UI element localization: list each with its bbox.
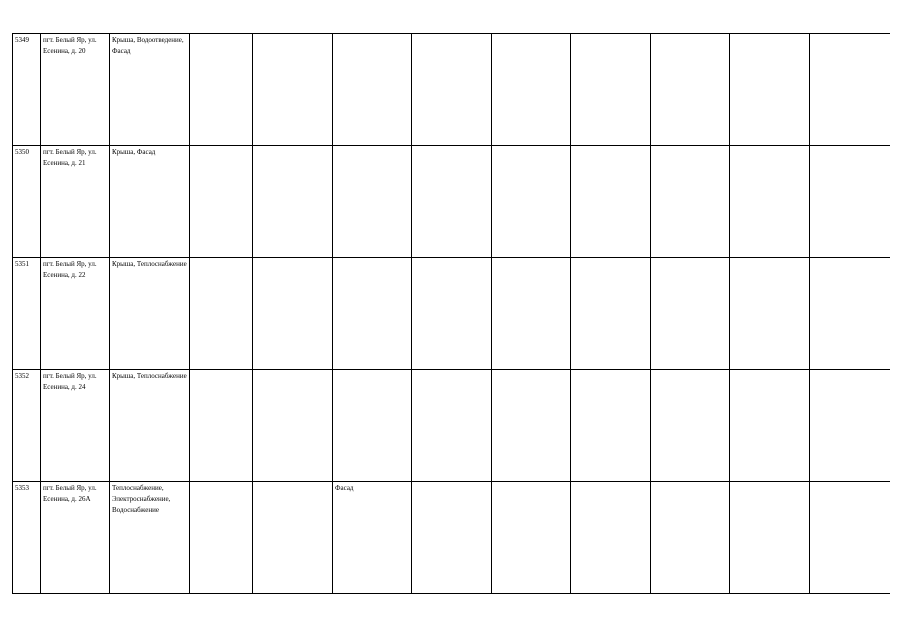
address-text: пгт. Белый Яр, ул. Есенина, д. 24 (43, 372, 97, 391)
table-row (13, 258, 890, 370)
address-cell (41, 370, 110, 482)
table-cell (412, 482, 492, 594)
table-cell (492, 370, 571, 482)
address-cell (41, 482, 110, 594)
table-cell (730, 370, 810, 482)
table-cell (253, 370, 333, 482)
row-number: 5349 (15, 36, 29, 44)
table-cell (810, 146, 890, 258)
table-cell (412, 370, 492, 482)
table-cell (571, 370, 651, 482)
address-text: пгт. Белый Яр, ул. Есенина, д. 20 (43, 36, 97, 55)
table-cell (810, 34, 890, 146)
row-number-cell (13, 34, 41, 146)
row-number: 5351 (15, 260, 29, 268)
address-text: пгт. Белый Яр, ул. Есенина, д. 22 (43, 260, 97, 279)
table-cell (253, 258, 333, 370)
table-cell (571, 146, 651, 258)
works-cell (110, 146, 190, 258)
table-cell (333, 370, 412, 482)
table-cell (492, 482, 571, 594)
address-cell (41, 34, 110, 146)
works-text: Крыша, Фасад (112, 148, 156, 156)
address-cell (41, 146, 110, 258)
table-cell (730, 258, 810, 370)
table-cell (190, 258, 253, 370)
row-number: 5352 (15, 372, 29, 380)
works-cell (110, 34, 190, 146)
address-text: пгт. Белый Яр, ул. Есенина, д. 26А (43, 484, 97, 503)
table-cell (412, 258, 492, 370)
table-cell (492, 258, 571, 370)
table-cell (810, 258, 890, 370)
works-cell (110, 482, 190, 594)
table-row (13, 482, 890, 594)
table-row (13, 370, 890, 482)
table-cell (571, 482, 651, 594)
works-text: Теплоснабжение, Электроснабжение, Водоснабжение (112, 484, 171, 514)
works-text: Крыша, Теплоснабжение (112, 260, 187, 268)
works-text: Крыша, Теплоснабжение (112, 372, 187, 380)
table-cell (730, 34, 810, 146)
table-cell (333, 258, 412, 370)
table-cell (412, 146, 492, 258)
table-cell (253, 34, 333, 146)
table-cell (190, 482, 253, 594)
table-cell (651, 482, 730, 594)
table-cell (651, 34, 730, 146)
row-number: 5350 (15, 148, 29, 156)
table-cell (333, 482, 412, 594)
cell-text: Фасад (335, 484, 354, 492)
table-cell (571, 258, 651, 370)
row-number-cell (13, 370, 41, 482)
table-cell (730, 146, 810, 258)
table-cell (333, 34, 412, 146)
table-cell (492, 146, 571, 258)
table-cell (412, 34, 492, 146)
table-cell (333, 146, 412, 258)
address-cell (41, 258, 110, 370)
table-cell (730, 482, 810, 594)
address-text: пгт. Белый Яр, ул. Есенина, д. 21 (43, 148, 97, 167)
table-cell (571, 34, 651, 146)
row-number: 5353 (15, 484, 29, 492)
table-cell (190, 370, 253, 482)
table-cell (810, 370, 890, 482)
table-cell (651, 146, 730, 258)
table-cell (492, 34, 571, 146)
works-text: Крыша, Водоотведение, Фасад (112, 36, 184, 55)
table-cell (651, 258, 730, 370)
row-number-cell (13, 258, 41, 370)
table-cell (190, 146, 253, 258)
row-number-cell (13, 146, 41, 258)
table-cell (651, 370, 730, 482)
table-cell (810, 482, 890, 594)
table-cell (253, 482, 333, 594)
table-cell (190, 34, 253, 146)
table-row (13, 146, 890, 258)
works-cell (110, 370, 190, 482)
row-number-cell (13, 482, 41, 594)
table-cell (253, 146, 333, 258)
table-row (13, 34, 890, 146)
works-cell (110, 258, 190, 370)
registry-table (12, 33, 890, 594)
